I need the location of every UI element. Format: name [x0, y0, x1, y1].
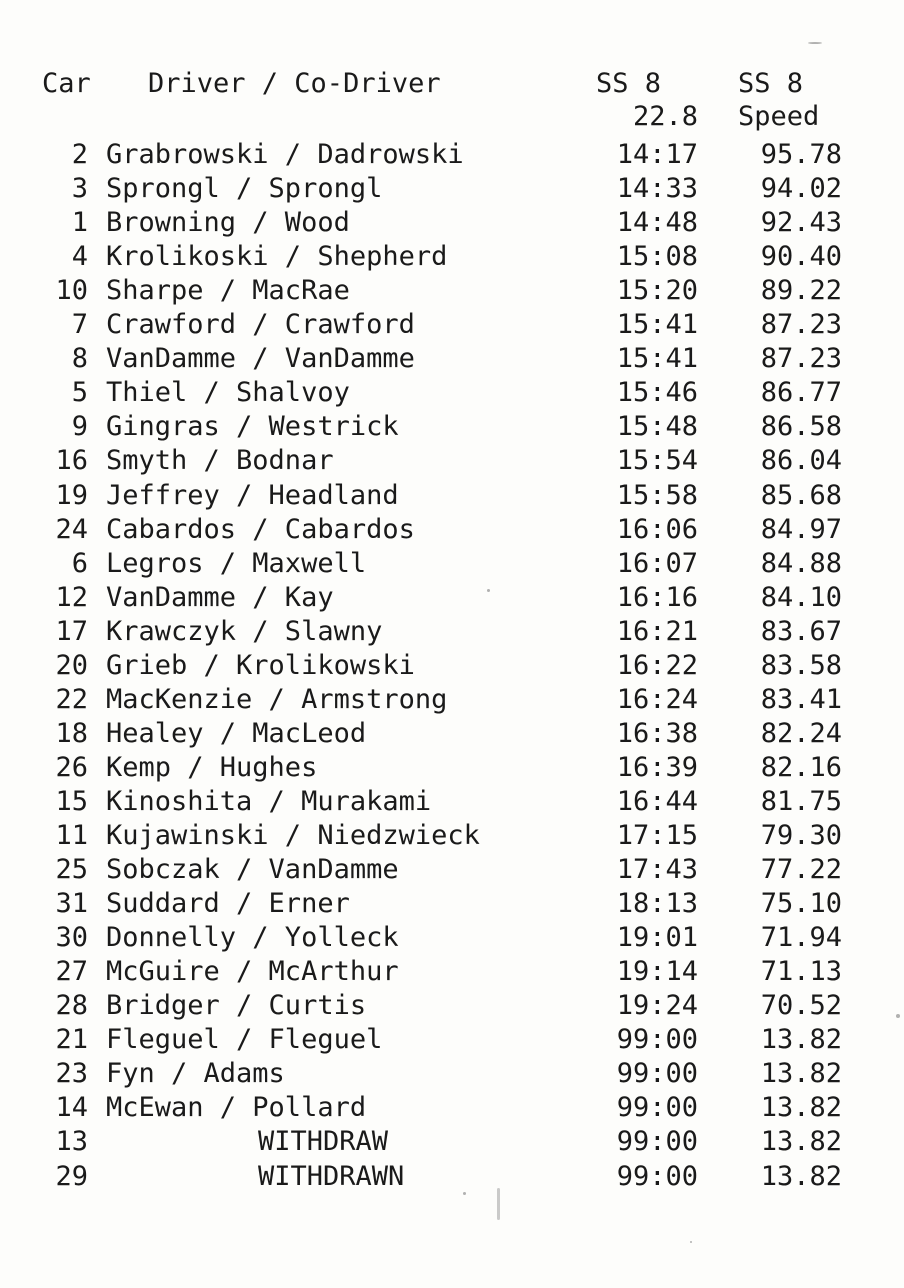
car-number: 29 — [55, 1160, 88, 1192]
stage-speed: 83.41 — [760, 683, 842, 715]
car-number: 13 — [55, 1126, 88, 1158]
stage-time: 16:06 — [616, 513, 698, 545]
driver-codriver: Gingras / Westrick — [106, 411, 399, 443]
stage-speed: 82.24 — [760, 717, 842, 749]
car-number: 20 — [55, 649, 88, 681]
stage-time: 99:00 — [616, 1024, 698, 1056]
header-stage-time: SS 8 — [596, 68, 662, 99]
stage-speed: 71.94 — [760, 922, 842, 954]
table-row — [0, 479, 904, 513]
car-number: 6 — [71, 547, 88, 579]
car-number: 14 — [55, 1092, 88, 1124]
table-row — [0, 955, 904, 989]
stage-time: 14:17 — [616, 139, 698, 170]
stage-time: 14:33 — [616, 173, 698, 205]
table-row — [0, 921, 904, 955]
car-number: 2 — [71, 139, 88, 170]
driver-codriver: Sharpe / MacRae — [106, 275, 350, 307]
car-number: 15 — [55, 785, 88, 817]
driver-codriver: MacKenzie / Armstrong — [106, 683, 448, 715]
car-number: 25 — [55, 854, 88, 885]
table-row — [0, 1160, 904, 1194]
table-row — [0, 615, 904, 649]
stage-speed: 85.68 — [760, 479, 842, 511]
car-number: 23 — [55, 1058, 88, 1090]
table-row — [0, 1057, 904, 1091]
stage-time: 99:00 — [616, 1126, 698, 1158]
stage-time: 15:08 — [616, 241, 698, 273]
table-row — [0, 683, 904, 717]
driver-codriver: VanDamme / VanDamme — [106, 343, 415, 375]
stage-speed: 13.82 — [760, 1160, 842, 1192]
header-stage-speed: SS 8 — [738, 68, 804, 99]
table-row — [0, 581, 904, 615]
stage-time: 17:15 — [616, 820, 698, 851]
stage-speed: 83.67 — [760, 615, 842, 647]
table-row — [0, 444, 904, 478]
driver-codriver: Bridger / Curtis — [106, 990, 367, 1022]
stage-speed: 86.04 — [760, 445, 842, 477]
driver-codriver: Kemp / Hughes — [106, 751, 318, 783]
stage-speed: 77.22 — [760, 854, 842, 885]
driver-codriver: WITHDRAWN — [258, 1160, 405, 1192]
driver-codriver: Thiel / Shalvoy — [106, 377, 350, 409]
stage-speed: 84.10 — [760, 581, 842, 613]
stage-time: 99:00 — [616, 1160, 698, 1192]
driver-codriver: Fleguel / Fleguel — [106, 1024, 383, 1056]
stage-time: 16:39 — [616, 751, 698, 783]
table-row — [0, 547, 904, 581]
driver-codriver: Crawford / Crawford — [106, 309, 415, 341]
stage-time: 16:44 — [616, 785, 698, 817]
table-row — [0, 410, 904, 444]
stage-time: 19:24 — [616, 990, 698, 1022]
stage-speed: 70.52 — [760, 990, 842, 1022]
table-row — [0, 1023, 904, 1057]
scan-speck — [497, 1188, 500, 1220]
car-number: 4 — [71, 241, 88, 273]
stage-speed: 86.77 — [760, 377, 842, 409]
header-stage-distance: 22.8 — [632, 101, 698, 132]
driver-codriver: Healey / MacLeod — [106, 717, 367, 749]
stage-time: 15:58 — [616, 479, 698, 511]
driver-codriver: Suddard / Erner — [106, 888, 350, 920]
table-row — [0, 172, 904, 206]
table-row — [0, 376, 904, 410]
driver-codriver: Sobczak / VanDamme — [106, 854, 399, 885]
header-speed-label: Speed — [738, 101, 820, 132]
driver-codriver: Grabrowski / Dadrowski — [106, 139, 464, 170]
driver-codriver: Browning / Wood — [106, 207, 350, 239]
stage-time: 99:00 — [616, 1092, 698, 1124]
driver-codriver: Legros / Maxwell — [106, 547, 367, 579]
stage-time: 15:46 — [616, 377, 698, 409]
stage-speed: 13.82 — [760, 1126, 842, 1158]
stage-time: 19:14 — [616, 956, 698, 988]
table-row — [0, 206, 904, 240]
table-row — [0, 1091, 904, 1125]
stage-speed: 82.16 — [760, 751, 842, 783]
stage-speed: 89.22 — [760, 275, 842, 307]
stage-time: 15:41 — [616, 343, 698, 375]
table-row — [0, 240, 904, 274]
stage-time: 14:48 — [616, 207, 698, 239]
table-row — [0, 785, 904, 819]
stage-time: 17:43 — [616, 854, 698, 885]
car-number: 18 — [55, 717, 88, 749]
car-number: 11 — [55, 820, 88, 851]
table-row — [0, 308, 904, 342]
stage-speed: 13.82 — [760, 1024, 842, 1056]
car-number: 5 — [71, 377, 88, 409]
car-number: 16 — [55, 445, 88, 477]
stage-speed: 83.58 — [760, 649, 842, 681]
stage-speed: 90.40 — [760, 241, 842, 273]
driver-codriver: Cabardos / Cabardos — [106, 513, 415, 545]
table-row — [0, 1125, 904, 1159]
driver-codriver: Sprongl / Sprongl — [106, 173, 383, 205]
table-row — [0, 751, 904, 785]
driver-codriver: McEwan / Pollard — [106, 1092, 367, 1124]
table-row — [0, 274, 904, 308]
stage-time: 16:38 — [616, 717, 698, 749]
header-subrow — [0, 100, 904, 134]
driver-codriver: VanDamme / Kay — [106, 581, 334, 613]
driver-codriver: Grieb / Krolikowski — [106, 649, 415, 681]
stage-speed: 71.13 — [760, 956, 842, 988]
driver-codriver: McGuire / McArthur — [106, 956, 399, 988]
driver-codriver: Kujawinski / Niedzwieck — [106, 820, 480, 851]
car-number: 26 — [55, 751, 88, 783]
driver-codriver: Smyth / Bodnar — [106, 445, 334, 477]
stage-speed: 13.82 — [760, 1092, 842, 1124]
car-number: 28 — [55, 990, 88, 1022]
car-number: 17 — [55, 615, 88, 647]
car-number: 19 — [55, 479, 88, 511]
stage-time: 19:01 — [616, 922, 698, 954]
scan-speck — [487, 589, 490, 592]
stage-time: 15:41 — [616, 309, 698, 341]
table-row — [0, 649, 904, 683]
stage-speed: 94.02 — [760, 173, 842, 205]
stage-time: 16:22 — [616, 649, 698, 681]
driver-codriver: WITHDRAW — [258, 1126, 389, 1158]
table-row — [0, 138, 904, 172]
table-row — [0, 887, 904, 921]
car-number: 24 — [55, 513, 88, 545]
stage-time: 16:16 — [616, 581, 698, 613]
scan-speck — [896, 1014, 900, 1018]
stage-speed: 87.23 — [760, 309, 842, 341]
driver-codriver: Kinoshita / Murakami — [106, 785, 432, 817]
stage-speed: 13.82 — [760, 1058, 842, 1090]
stage-time: 16:07 — [616, 547, 698, 579]
stage-speed: 84.97 — [760, 513, 842, 545]
car-number: 8 — [71, 343, 88, 375]
stage-time: 15:20 — [616, 275, 698, 307]
car-number: 9 — [71, 411, 88, 443]
stage-speed: 92.43 — [760, 207, 842, 239]
header-driver: Driver / Co-Driver — [148, 68, 441, 99]
car-number: 7 — [71, 309, 88, 341]
car-number: 12 — [55, 581, 88, 613]
stage-time: 18:13 — [616, 888, 698, 920]
stage-speed: 87.23 — [760, 343, 842, 375]
car-number: 1 — [71, 207, 88, 239]
car-number: 22 — [55, 683, 88, 715]
stage-speed: 75.10 — [760, 888, 842, 920]
stage-time: 15:48 — [616, 411, 698, 443]
stage-speed: 95.78 — [760, 139, 842, 170]
car-number: 27 — [55, 956, 88, 988]
car-number: 3 — [71, 173, 88, 205]
table-row — [0, 513, 904, 547]
scan-speck — [808, 42, 822, 44]
car-number: 30 — [55, 922, 88, 954]
table-row — [0, 717, 904, 751]
car-number: 21 — [55, 1024, 88, 1056]
table-row — [0, 819, 904, 853]
driver-codriver: Donnelly / Yolleck — [106, 922, 399, 954]
stage-speed: 79.30 — [760, 820, 842, 851]
scan-speck — [463, 1192, 466, 1195]
stage-time: 99:00 — [616, 1058, 698, 1090]
driver-codriver: Krolikoski / Shepherd — [106, 241, 448, 273]
stage-time: 15:54 — [616, 445, 698, 477]
car-number: 31 — [55, 888, 88, 920]
stage-speed: 84.88 — [760, 547, 842, 579]
driver-codriver: Jeffrey / Headland — [106, 479, 399, 511]
table-row — [0, 853, 904, 887]
driver-codriver: Krawczyk / Slawny — [106, 615, 383, 647]
table-row — [0, 342, 904, 376]
stage-speed: 81.75 — [760, 785, 842, 817]
car-number: 10 — [55, 275, 88, 307]
driver-codriver: Fyn / Adams — [106, 1058, 285, 1090]
stage-time: 16:21 — [616, 615, 698, 647]
stage-speed: 86.58 — [760, 411, 842, 443]
table-row — [0, 989, 904, 1023]
header-row — [0, 67, 904, 101]
header-car: Car — [42, 68, 91, 99]
scan-speck — [690, 1241, 692, 1243]
stage-time: 16:24 — [616, 683, 698, 715]
